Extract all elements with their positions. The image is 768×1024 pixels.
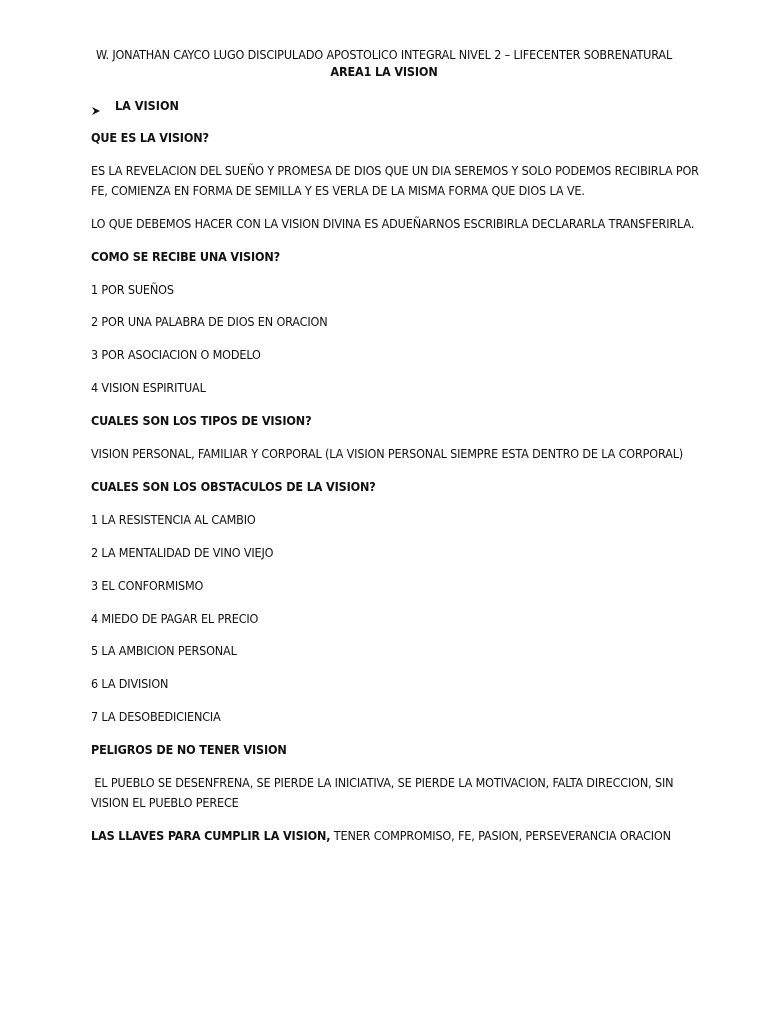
bullet-label: LA VISION [115, 98, 179, 113]
list-item: 5 LA AMBICION PERSONAL [91, 643, 237, 658]
keys-label: LAS LLAVES PARA CUMPLIR LA VISION, [91, 828, 331, 843]
heading-dangers: PELIGROS DE NO TENER VISION [91, 742, 287, 757]
list-item: 1 LA RESISTENCIA AL CAMBIO [91, 512, 256, 527]
paragraph-dangers-line-1: EL PUEBLO SE DESENFRENA, SE PIERDE LA INICIATIVA, SE PIERDE LA MOTIVACION, FALTA DIRECCION, SIN [91, 775, 674, 790]
list-item: 7 LA DESOBEDICIENCIA [91, 709, 221, 724]
paragraph-types: VISION PERSONAL, FAMILIAR Y CORPORAL (LA VISION PERSONAL SIEMPRE ESTA DENTRO DE LA CORPORAL) [91, 446, 684, 461]
question-how-received: COMO SE RECIBE UNA VISION? [91, 249, 281, 264]
list-item: 4 MIEDO DE PAGAR EL PRECIO [91, 611, 259, 626]
list-item: 3 POR ASOCIACION O MODELO [91, 347, 261, 362]
list-item: 4 VISION ESPIRITUAL [91, 380, 206, 395]
keys-text: TENER COMPROMISO, FE, PASION, PERSEVERANCIA ORACION [330, 828, 671, 843]
paragraph-what-to-do: LO QUE DEBEMOS HACER CON LA VISION DIVINA ES ADUEÑARNOS ESCRIBIRLA DECLARARLA TRANSFERIRLA. [91, 216, 695, 231]
list-item: 2 POR UNA PALABRA DE DIOS EN ORACION [91, 314, 328, 329]
arrowhead-bullet-icon [91, 101, 101, 111]
question-what-is-vision: QUE ES LA VISION? [91, 130, 209, 145]
bullet-item [91, 96, 179, 116]
list-item: 3 EL CONFORMISMO [91, 578, 204, 593]
paragraph-definition: ES LA REVELACION DEL SUEÑO Y PROMESA DE DIOS QUE UN DIA SEREMOS Y SOLO PODEMOS RECIBIRLA POR FE, COMIENZA EN FORMA DE SEMILLA Y ES VERLA DE LA MISMA FORMA QUE DIOS LA VE. [91, 163, 699, 198]
paragraph-dangers-line-2: VISION EL PUEBLO PERECE [91, 795, 239, 810]
paragraph-keys [91, 826, 671, 846]
question-types: CUALES SON LOS TIPOS DE VISION? [91, 413, 312, 428]
list-item: 2 LA MENTALIDAD DE VINO VIEJO [91, 545, 274, 560]
question-obstacles: CUALES SON LOS OBSTACULOS DE LA VISION? [91, 479, 376, 494]
header-line-1: W. JONATHAN CAYCO LUGO DISCIPULADO APOSTOLICO INTEGRAL NIVEL 2 – LIFECENTER SOBRENATURAL [95, 47, 673, 62]
header-line-2: AREA1 LA VISION [330, 64, 438, 79]
list-item: 1 POR SUEÑOS [91, 282, 174, 297]
list-item: 6 LA DIVISION [91, 676, 169, 691]
